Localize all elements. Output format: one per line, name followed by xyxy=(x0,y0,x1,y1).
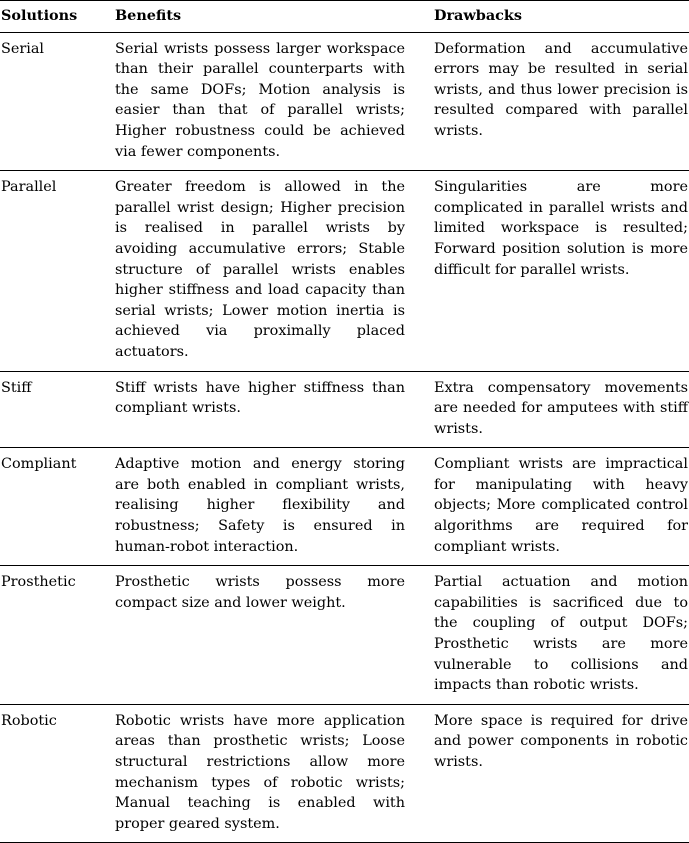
header-solutions: Solutions xyxy=(0,1,115,33)
benefits-cell: Serial wrists possess larger workspace than their parallel counterparts with the same DOFs; Motion analysis is easier than that of parallel wrists; Higher robustness could be achieved via fewer components. xyxy=(115,32,434,171)
header-row xyxy=(0,1,689,33)
solution-cell: Compliant xyxy=(0,448,115,566)
drawbacks-cell: Compliant wrists are impractical for manipulating with heavy objects; More complicated control algorithms are required for compliant wrists. xyxy=(434,448,689,566)
drawbacks-cell: More space is required for drive and power components in robotic wrists. xyxy=(434,704,689,843)
header-benefits: Benefits xyxy=(115,1,434,33)
benefits-cell: Adaptive motion and energy storing are both enabled in compliant wrists, realising higher flexibility and robustness; Safety is ensured in human-robot interaction. xyxy=(115,448,434,566)
solution-cell: Parallel xyxy=(0,171,115,371)
table-row xyxy=(0,704,689,843)
table-header xyxy=(0,1,689,33)
benefits-cell: Stiff wrists have higher stiffness than compliant wrists. xyxy=(115,371,434,448)
table-row xyxy=(0,32,689,171)
solution-cell: Prosthetic xyxy=(0,566,115,705)
benefits-cell: Greater freedom is allowed in the parallel wrist design; Higher precision is realised in parallel wrists by avoiding accumulative errors; Stable structure of parallel wrists enables higher stiffness and load capacity than serial wrists; Lower motion inertia is achieved via proximally placed actuators. xyxy=(115,171,434,371)
table-row xyxy=(0,171,689,371)
drawbacks-cell: Deformation and accumulative errors may be resulted in serial wrists, and thus lower precision is resulted compared with parallel wrists. xyxy=(434,32,689,171)
table-row xyxy=(0,566,689,705)
drawbacks-cell: Partial actuation and motion capabilities is sacrificed due to the coupling of output DOFs; Prosthetic wrists are more vulnerable to collisions and impacts than robotic wrists. xyxy=(434,566,689,705)
drawbacks-cell: Singularities are more complicated in parallel wrists and limited workspace is resulted; Forward position solution is more difficult for parallel wrists. xyxy=(434,171,689,371)
benefits-cell: Robotic wrists have more application areas than prosthetic wrists; Loose structural restrictions allow more mechanism types of robotic wrists; Manual teaching is enabled with proper geared system. xyxy=(115,704,434,843)
table-body xyxy=(0,32,689,843)
header-drawbacks: Drawbacks xyxy=(434,1,689,33)
solution-cell: Serial xyxy=(0,32,115,171)
benefits-cell: Prosthetic wrists possess more compact size and lower weight. xyxy=(115,566,434,705)
solution-cell: Robotic xyxy=(0,704,115,843)
table-row xyxy=(0,448,689,566)
solution-cell: Stiff xyxy=(0,371,115,448)
table-row xyxy=(0,371,689,448)
drawbacks-cell: Extra compensatory movements are needed for amputees with stiff wrists. xyxy=(434,371,689,448)
